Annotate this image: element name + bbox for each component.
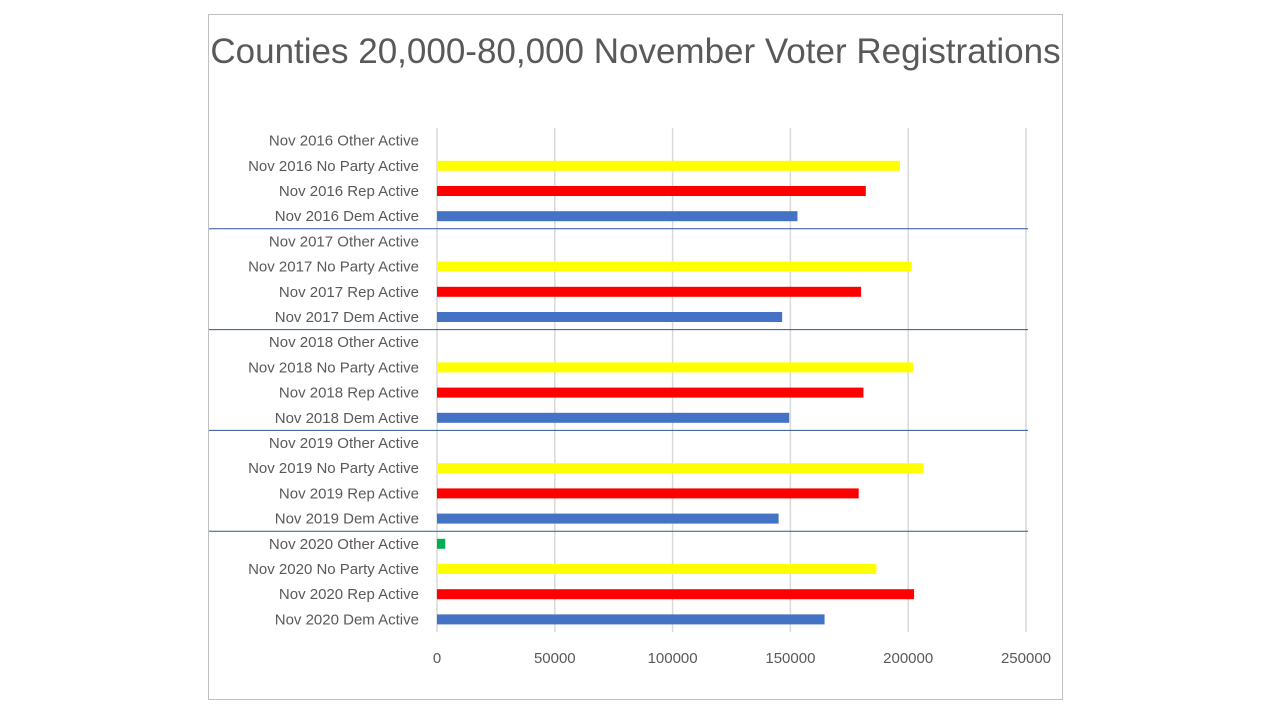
category-label: Nov 2017 No Party Active	[248, 258, 419, 276]
category-label: Nov 2019 Other Active	[268, 435, 419, 452]
bar	[437, 262, 912, 272]
x-tick-label: 0	[432, 650, 442, 667]
category-label: Nov 2020 Dem Active	[274, 611, 419, 629]
x-tick-label: 200000	[883, 650, 934, 667]
bar	[437, 488, 859, 498]
category-label: Nov 2017 Other Active	[268, 233, 419, 251]
category-label: Nov 2016 No Party Active	[248, 157, 419, 175]
bar	[437, 589, 914, 599]
chart-title: Counties 20,000-80,000 November Voter Registrations	[210, 32, 1061, 71]
x-tick-label: 250000	[1000, 650, 1052, 667]
bar	[437, 362, 913, 372]
category-label: Nov 2019 No Party Active	[248, 460, 419, 478]
bar	[437, 614, 825, 624]
bar	[437, 186, 866, 196]
category-label: Nov 2020 Rep Active	[278, 586, 419, 604]
category-label: Nov 2018 Other Active	[268, 334, 419, 352]
x-tick-label: 150000	[765, 650, 816, 667]
category-label: Nov 2017 Rep Active	[278, 283, 419, 301]
bar	[437, 312, 782, 322]
category-label: Nov 2020 Other Active	[268, 535, 419, 553]
bar	[437, 539, 445, 549]
category-label: Nov 2017 Dem Active	[274, 309, 419, 326]
category-label: Nov 2018 Rep Active	[278, 384, 419, 402]
category-label: Nov 2020 No Party Active	[248, 561, 419, 578]
bar	[437, 161, 900, 171]
bar	[437, 211, 797, 221]
bar	[437, 514, 779, 524]
category-label: Nov 2019 Dem Active	[274, 510, 419, 528]
x-tick-label: 100000	[647, 650, 698, 667]
bar	[437, 463, 924, 473]
category-label: Nov 2016 Dem Active	[274, 208, 419, 226]
bar	[437, 388, 863, 398]
category-label: Nov 2016 Other Active	[268, 132, 419, 150]
category-label: Nov 2018 No Party Active	[248, 359, 419, 377]
category-label: Nov 2019 Rep Active	[278, 485, 419, 503]
category-label: Nov 2016 Rep Active	[278, 183, 419, 200]
bar	[437, 287, 861, 297]
category-label: Nov 2018 Dem Active	[274, 409, 419, 427]
bar	[437, 564, 876, 574]
bar	[437, 413, 789, 423]
x-tick-label: 50000	[533, 650, 576, 667]
